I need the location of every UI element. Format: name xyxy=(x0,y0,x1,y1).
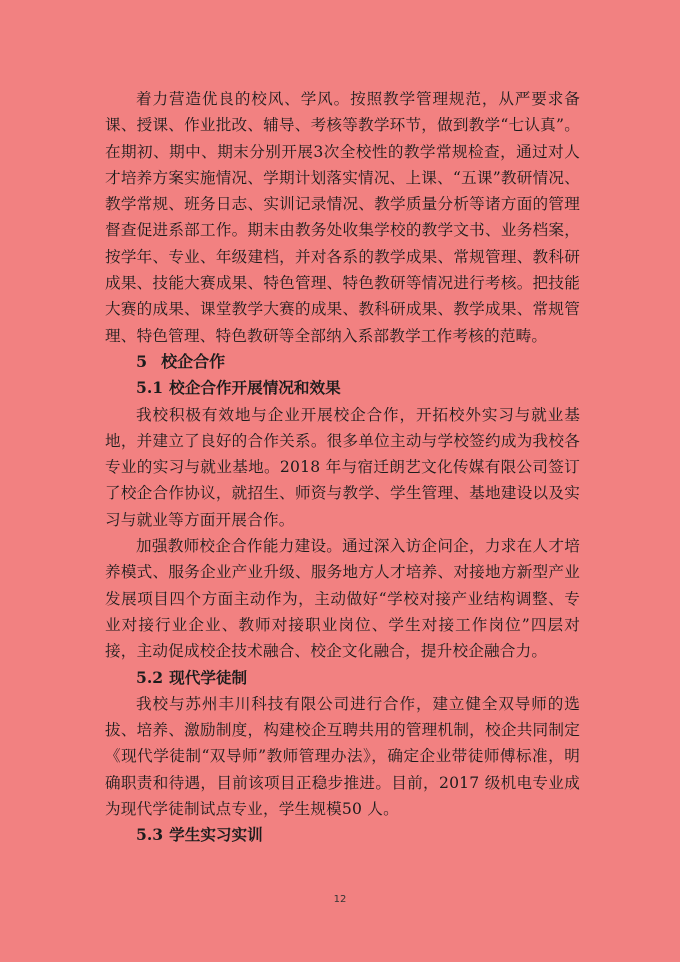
subsection-title: 校企合作开展情况和效果 xyxy=(169,378,341,398)
subsection-title: 现代学徒制 xyxy=(169,667,248,687)
paragraph-teaching-management: 着力营造优良的校风、学风。按照教学管理规范，从严要求备课、授课、作业批改、辅导、考核等教学环节，做到教学“七认真”。在期初、期中、期末分别开展3次全校性的教学常规检查，通过对人才培养方案实施情况、学期计划落实情况、上课、“五课”教研情况、教学常规、班务日志、实训记录情况、教学质量分析等诸方面的管理督查促进系部工作。期末由教务处收集学校的教学文书、业务档案，按学年、专业、年级建档，并对各系的教学成果、常规管理、教科研成果、技能大赛成果、特色管理、特色教研等情况进行考核。把技能大赛的成果、课堂教学大赛的成果、教科研成果、教学成果、常规管理、特色管理、特色教研等全部纳入系部教学工作考核的范畴。 xyxy=(105,90,580,345)
subsection-heading-5-1 xyxy=(105,375,580,401)
page-content xyxy=(105,86,580,849)
subsection-number: 5.1 xyxy=(136,378,164,398)
section-number: 5 xyxy=(136,351,148,371)
section-heading-5 xyxy=(105,349,580,375)
paragraph-apprenticeship: 我校与苏州丰川科技有限公司进行合作，建立健全双导师的选拔、培养、激励制度，构建校企互聘共用的管理机制，校企共同制定《现代学徒制“双导师”教师管理办法》，确定企业带徒师傅标准，明确职责和待遇，目前该项目正稳步推进。目前，2017 级机电专业成为现代学徒制试点专业，学生规模50 人。 xyxy=(105,694,580,819)
subsection-number: 5.3 xyxy=(136,825,164,845)
subsection-heading-5-2 xyxy=(105,665,580,691)
subsection-title: 学生实习实训 xyxy=(169,825,263,845)
section-title: 校企合作 xyxy=(161,351,226,371)
paragraph-enterprise-cooperation: 我校积极有效地与企业开展校企合作，开拓校外实习与就业基地，并建立了良好的合作关系。很多单位主动与学校签约成为我校各专业的实习与就业基地。2018 年与宿迁朗艺文化传媒有限公司签订了校企合作协议，就招生、师资与教学、学生管理、基地建设以及实习与就业等方面开展合作。 xyxy=(105,405,580,529)
paragraph-teacher-capacity: 加强教师校企合作能力建设。通过深入访企问企，力求在人才培养模式、服务企业产业升级、服务地方人才培养、对接地方新型产业发展项目四个方面主动作为，主动做好“学校对接产业结构调整、专业对接行业企业、教师对接职业岗位、学生对接工作岗位”四层对接，主动促成校企技术融合、校企文化融合，提升校企融合力。 xyxy=(105,537,580,661)
subsection-number: 5.2 xyxy=(136,667,164,687)
subsection-heading-5-3 xyxy=(105,822,580,848)
page-number: 12 xyxy=(333,894,347,905)
